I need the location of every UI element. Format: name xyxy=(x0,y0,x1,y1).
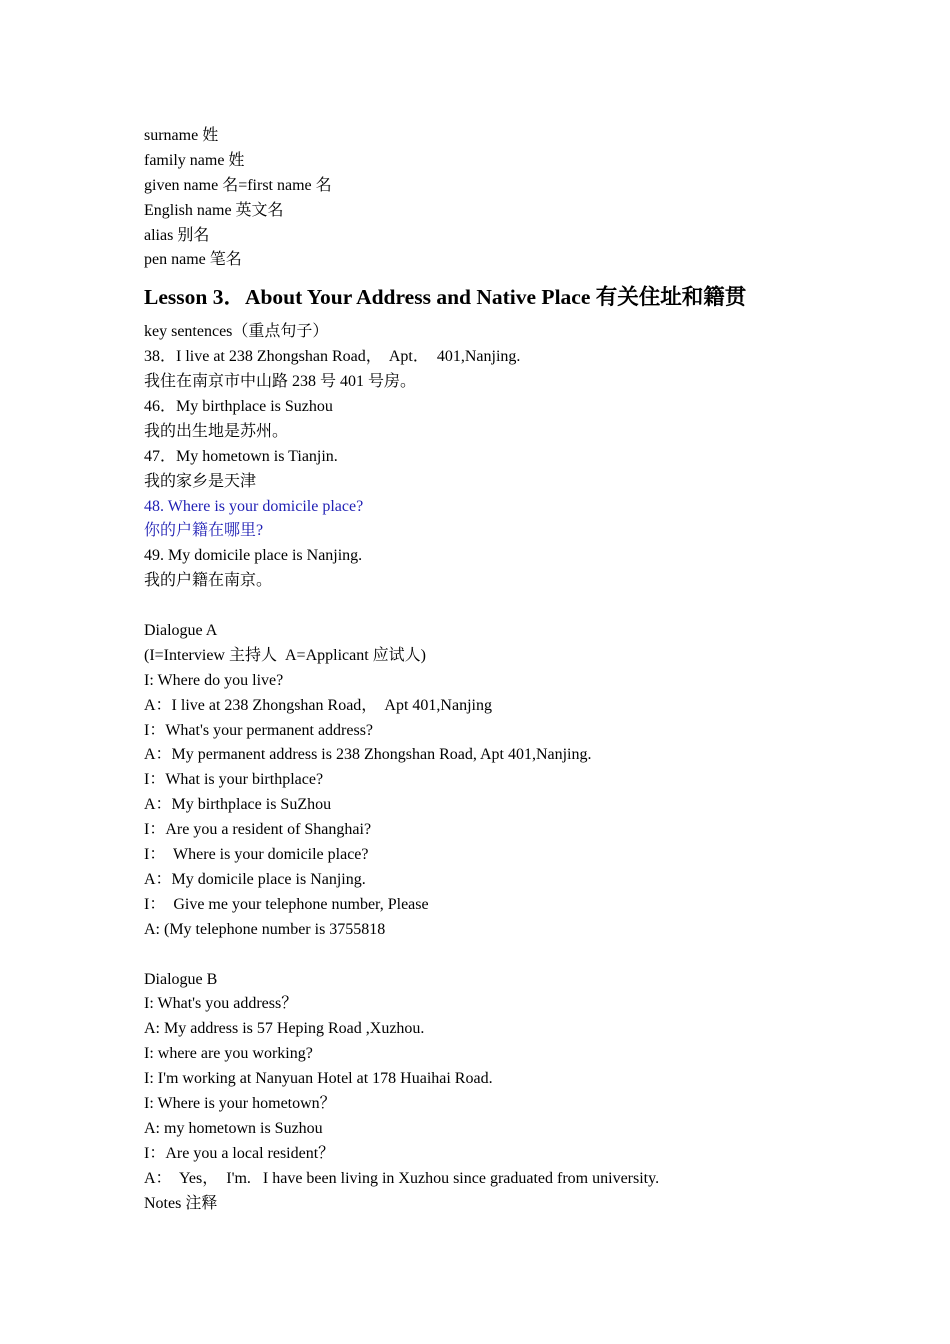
vocab-item: English name 英文名 xyxy=(144,201,284,219)
spacer xyxy=(144,943,844,968)
vocab-item: family name 姓 xyxy=(144,151,245,169)
vocab-item: surname 姓 xyxy=(144,127,219,144)
dialogue-line: A：My permanent address is 238 Zhongshan Road, Apt 401,Nanjing. xyxy=(144,746,592,764)
dialogue-line: A: my hometown is Suzhou xyxy=(144,1119,323,1137)
dialogue-line: I：Are you a local resident？ xyxy=(144,1144,335,1162)
dialogue-line: I: where are you working? xyxy=(144,1045,313,1063)
sentence-translation: 我的家乡是天津 xyxy=(144,472,257,490)
dialogue-line: I： Where is your domicile place? xyxy=(144,846,369,864)
sentence: 47．My hometown is Tianjin. xyxy=(144,447,338,465)
sentence-translation: 我住在南京市中山路 238 号 401 号房。 xyxy=(144,373,417,391)
dialogue-roles: (I=Interview 主持人 A=Applicant 应试人) xyxy=(144,646,426,664)
sentence-translation: 我的户籍在南京。 xyxy=(144,572,273,590)
dialogue-title: Dialogue B xyxy=(144,970,218,988)
dialogue-line: I：What's your permanent address? xyxy=(144,721,374,739)
key-sentences-label: key sentences（重点句子） xyxy=(144,323,329,341)
sentence: 46．My birthplace is Suzhou xyxy=(144,398,333,416)
vocab-item: alias 别名 xyxy=(144,226,210,244)
dialogue-line: I: Where is your hometown？ xyxy=(144,1094,336,1112)
dialogue-line: A: (My telephone number is 3755818 xyxy=(144,920,386,938)
dialogue-line: I： Give me your telephone number, Please xyxy=(144,895,429,913)
sentence: 49. My domicile place is Nanjing. xyxy=(144,547,363,565)
dialogue-line: I: Where do you live? xyxy=(144,671,284,689)
dialogue-line: A：My birthplace is SuZhou xyxy=(144,796,332,814)
dialogue-line: A：I live at 238 Zhongshan Road， Apt 401,Nanjing xyxy=(144,696,492,714)
sentence-translation: 我的出生地是苏州。 xyxy=(144,422,289,440)
sentence-translation-highlighted: 你的户籍在哪里? xyxy=(144,522,264,540)
dialogue-b xyxy=(144,968,844,1217)
dialogue-line: I: I'm working at Nanyuan Hotel at 178 Huaihai Road. xyxy=(144,1070,493,1088)
spacer xyxy=(144,594,844,619)
dialogue-line: I: What's you address？ xyxy=(144,995,298,1013)
lesson-heading: Lesson 3．About Your Address and Native Place 有关住址和籍贯 xyxy=(144,285,747,310)
vocab-item: given name 名=first name 名 xyxy=(144,176,332,194)
dialogue-line: A： Yes， I'm. I have been living in Xuzhou since graduated from university. xyxy=(144,1169,660,1187)
key-sentences xyxy=(144,320,844,594)
dialogue-line: A: My address is 57 Heping Road ,Xuzhou. xyxy=(144,1020,425,1038)
dialogue-line: I：Are you a resident of Shanghai? xyxy=(144,821,372,839)
dialogue-a xyxy=(144,619,844,943)
notes-label: Notes 注释 xyxy=(144,1194,218,1212)
dialogue-title: Dialogue A xyxy=(144,622,218,640)
vocab-item: pen name 笔名 xyxy=(144,251,242,269)
sentence: 38．I live at 238 Zhongshan Road， Apt． 401,Nanjing. xyxy=(144,348,521,366)
dialogue-line: A：My domicile place is Nanjing. xyxy=(144,870,366,888)
dialogue-line: I：What is your birthplace? xyxy=(144,771,324,789)
document-body xyxy=(144,124,844,1216)
vocab-list xyxy=(144,124,844,273)
sentence-highlighted: 48. Where is your domicile place? xyxy=(144,497,364,515)
